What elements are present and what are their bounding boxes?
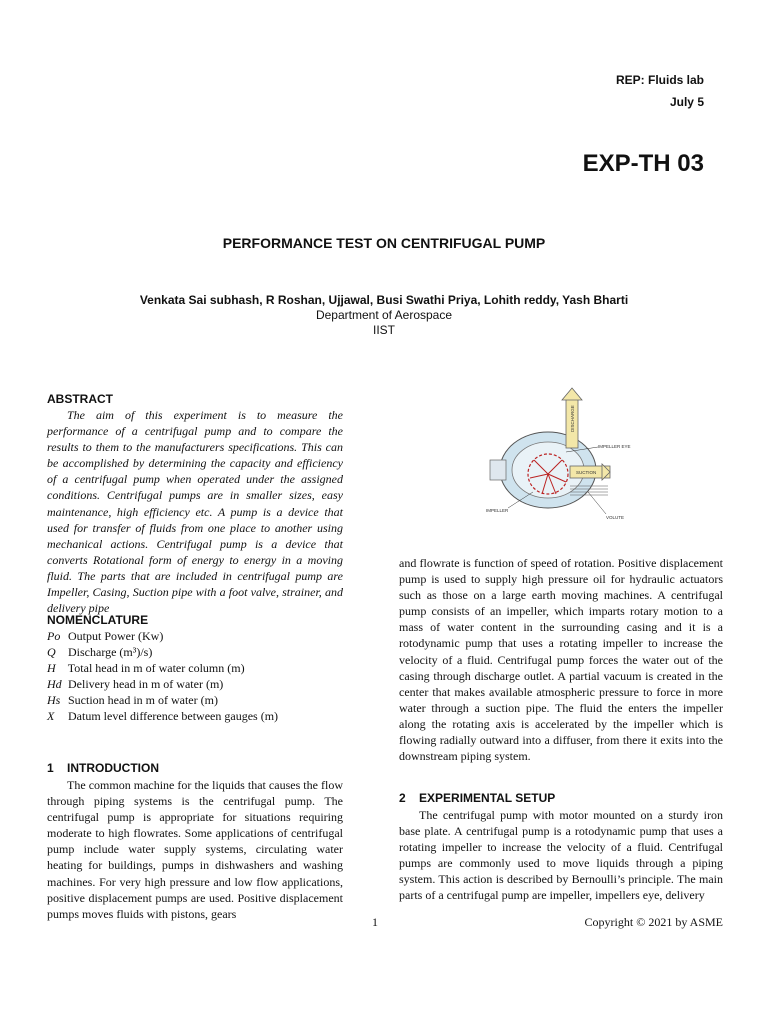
experimental-setup-heading: 2 EXPERIMENTAL SETUP [399,791,556,805]
nomenclature-symbol: Po [47,629,61,643]
nomenclature-symbol: X [47,709,55,724]
nomenclature-symbol: H [47,661,56,676]
nomenclature-item [47,692,343,708]
author-list: Venkata Sai subhash, R Roshan, Ujjawal, Busi Swathi Priya, Lohith reddy, Yash Bharti [139,293,629,307]
date-label: July 5 [669,95,704,109]
abstract-text: The aim of this experiment is to measure the performance of a centrifugal pump and to compare the results to them to the manufacturers specifications. This can be accomplished by determining the capacity and efficiency of a centrifugal pump when operated under the assigned conditions. Centrifugal pumps are in smaller sizes, easy maintenance, high efficiency etc. A pump is a device that used for transfer of fluids from one place to another using mechanical actions. Centrifugal pump is a device that converts Rotational form of energy to energy in a moving fluid. The parts that are included in centrifugal pump are Impeller, Casing, Suction pipe with a foot valve, strainer, and delivery pipe [47,408,343,616]
nomenclature-item [47,676,343,692]
discharge-label: DISCHARGE [570,405,575,432]
copyright-notice: Copyright © 2021 by ASME [584,915,723,929]
nomenclature-desc: Suction head in m of water (m) [68,693,218,708]
nomenclature-desc: Delivery head in m of water (m) [68,677,224,692]
discharge-arrow-shape [562,388,582,400]
nomenclature-desc: Discharge (m³)/s) [68,645,153,660]
nomenclature-symbol: Hd [47,677,62,692]
institution: IIST [372,323,395,337]
centrifugal-pump-figure [478,382,648,527]
nomenclature-desc: Total head in m of water column (m) [67,661,245,676]
conference-label: REP: Fluids lab [615,73,704,87]
volute-label: VOLUTE [606,515,625,520]
introduction-continued-text: and flowrate is function of speed of rotation. Positive displacement pump is used to supply high pressure oil for hydraulic actuators such as those on a large earth moving machines. A centrifugal pump consists of an impeller, which imparts rotary motion to a mass of water content in the surrounding casing and it is a rotodynamic pump that uses a rotating impeller to increase the velocity of a fluid. Centrifugal pump forces the water out of the casing through discharge outlet. A partial vacuum is created in the center that makes available atmospheric pressure to force in more water through a suction pipe. The fluid the enters the impeller along the rotating axis is accelerated by the impeller which is flowing radially outward into a diffuser, from there it exits into the downstream piping system. [399,556,723,764]
shaft-housing-shape [490,460,506,480]
introduction-text: The common machine for the liquids that causes the flow through piping systems is the centrifugal pump. The centrifugal pump is appropriate for situations requiring moderate to high flowrates. Some applications of centrifugal pump include water supply systems, circulating water heating for buildings, pumps in dishwashers and washing machines. For very high pressure and low flow applications, positive displacement pumps are used. Positive displacement pumps moves fluids with pistons, gears [47,778,343,921]
nomenclature-list [47,628,343,725]
experimental-setup-text: The centrifugal pump with motor mounted on a sturdy iron base plate. A centrifugal pump is a rotodynamic pump that uses a rotating impeller to increase the velocity of a fluid. Centrifugal pumps are commonly used to move liquids through a piping system. This action is described by Bernoulli’s principle. The main parts of a centrifugal pump are impeller, impellers eye, delivery [399,808,723,903]
department: Department of Aerospace [315,308,453,322]
nomenclature-item [47,708,343,724]
nomenclature-desc: Datum level difference between gauges (m) [68,709,279,724]
experiment-id: EXP-TH 03 [582,150,704,177]
impeller-eye-label: IMPELLER EYE [598,444,631,449]
nomenclature-item [47,660,343,676]
nomenclature-item [47,628,343,644]
nomenclature-symbol: Q [47,645,56,660]
paper-title: PERFORMANCE TEST ON CENTRIFUGAL PUMP [222,235,546,251]
impeller-label: IMPELLER [486,508,509,513]
nomenclature-item [47,644,343,660]
nomenclature-heading: NOMENCLATURE [47,613,149,627]
nomenclature-desc: Output Power (Kw) [68,629,164,643]
abstract-heading: ABSTRACT [47,392,113,406]
page-number: 1 [372,915,378,929]
nomenclature-symbol: Hs [47,693,61,708]
suction-label: SUCTION [576,470,597,475]
introduction-heading: 1 INTRODUCTION [47,761,160,775]
